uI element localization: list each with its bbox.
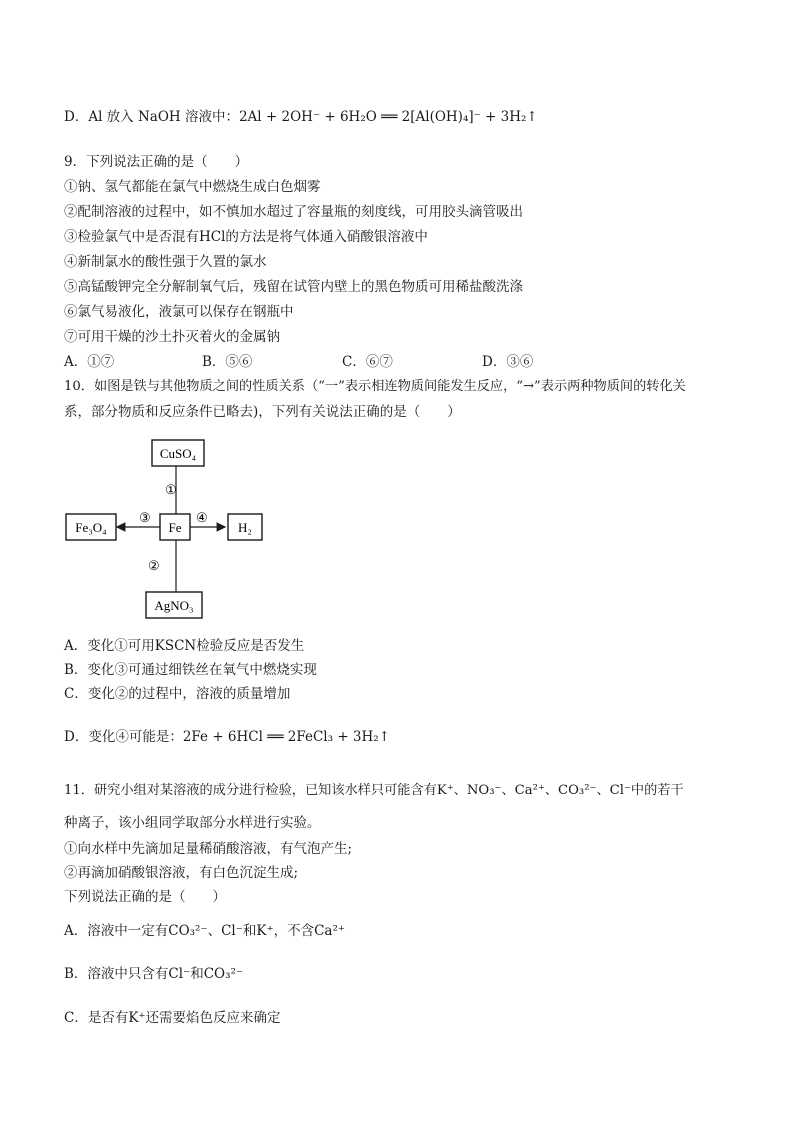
label-fe3o4: Fe₃O₄ — [75, 520, 107, 535]
step-label-4: ④ — [196, 511, 208, 526]
q9-item-7: ⑦可用干燥的沙土扑灭着火的金属钠 — [64, 329, 280, 345]
q10-option-a: A．变化①可用KSCN检验反应是否发生 — [64, 638, 305, 654]
q10-option-d: D．变化④可能是：2Fe + 6HCl ══ 2FeCl₃ + 3H₂↑ — [64, 729, 391, 745]
q9-option-d: D．③⑥ — [482, 354, 534, 370]
label-agno3: AgNO₃ — [154, 598, 194, 613]
q9-item-5: ⑤高锰酸钾完全分解制氧气后，残留在试管内壁上的黑色物质可用稀盐酸洗涤 — [64, 279, 523, 295]
q9-item-2: ②配制溶液的过程中，如不慎加水超过了容量瓶的刻度线，可用胶头滴管吸出 — [64, 204, 523, 220]
step-label-1: ① — [165, 483, 177, 498]
q9-item-3: ③检验氯气中是否混有HCl的方法是将气体通入硝酸银溶液中 — [64, 229, 428, 245]
q11-option-b: B．溶液中只含有Cl⁻和CO₃²⁻ — [64, 966, 244, 982]
label-cuso4: CuSO₄ — [159, 446, 197, 461]
q9-item-4: ④新制氯水的酸性强于久置的氯水 — [64, 254, 267, 270]
q11-option-a: A．溶液中一定有CO₃²⁻、Cl⁻和K⁺，不含Ca²⁺ — [64, 923, 345, 939]
q8-option-d: D．Al 放入 NaOH 溶液中：2Al + 2OH⁻ + 6H₂O ══ 2[Al(OH)₄]⁻ + 3H₂↑ — [64, 109, 538, 125]
q10-stem-line-2: 系，部分物质和反应条件已略去)，下列有关说法正确的是（ ） — [64, 404, 461, 420]
q9-option-a: A．①⑦ — [64, 354, 115, 370]
q10-option-c: C．变化②的过程中，溶液的质量增加 — [64, 686, 291, 702]
iron-relation-diagram — [60, 432, 300, 622]
label-h2: H₂ — [238, 520, 252, 535]
step-label-3: ③ — [139, 511, 151, 526]
q10-option-b: B．变化③可通过细铁丝在氧气中燃烧实现 — [64, 662, 317, 678]
q9-item-6: ⑥氯气易液化，液氯可以保存在钢瓶中 — [64, 304, 294, 320]
q11-stem-line-2: 种离子，该小组同学取部分水样进行实验。 — [64, 815, 321, 831]
q9-stem: 9．下列说法正确的是（ ） — [64, 154, 249, 170]
step-label-2: ② — [148, 559, 160, 574]
q11-option-c: C．是否有K⁺还需要焰色反应来确定 — [64, 1010, 281, 1026]
q10-stem-line-1: 10．如图是铁与其他物质之间的性质关系（“一”表示相连物质间能发生反应，“→”表示两种物质间的转化关 — [64, 379, 686, 394]
q11-step-2: ②再滴加硝酸银溶液，有白色沉淀生成; — [64, 865, 299, 881]
q9-option-c: C．⑥⑦ — [342, 354, 393, 370]
label-fe: Fe — [168, 520, 182, 535]
q11-question: 下列说法正确的是（ ） — [64, 889, 226, 905]
q11-stem-line-1: 11．研究小组对某溶液的成分进行检验，已知该水样只可能含有K⁺、NO₃⁻、Ca²⁺、CO₃²⁻、Cl⁻中的若干 — [64, 783, 684, 798]
q11-step-1: ①向水样中先滴加足量稀硝酸溶液，有气泡产生; — [64, 841, 353, 857]
q9-item-1: ①钠、氢气都能在氯气中燃烧生成白色烟雾 — [64, 179, 321, 195]
q9-option-b: B．⑤⑥ — [202, 354, 253, 370]
